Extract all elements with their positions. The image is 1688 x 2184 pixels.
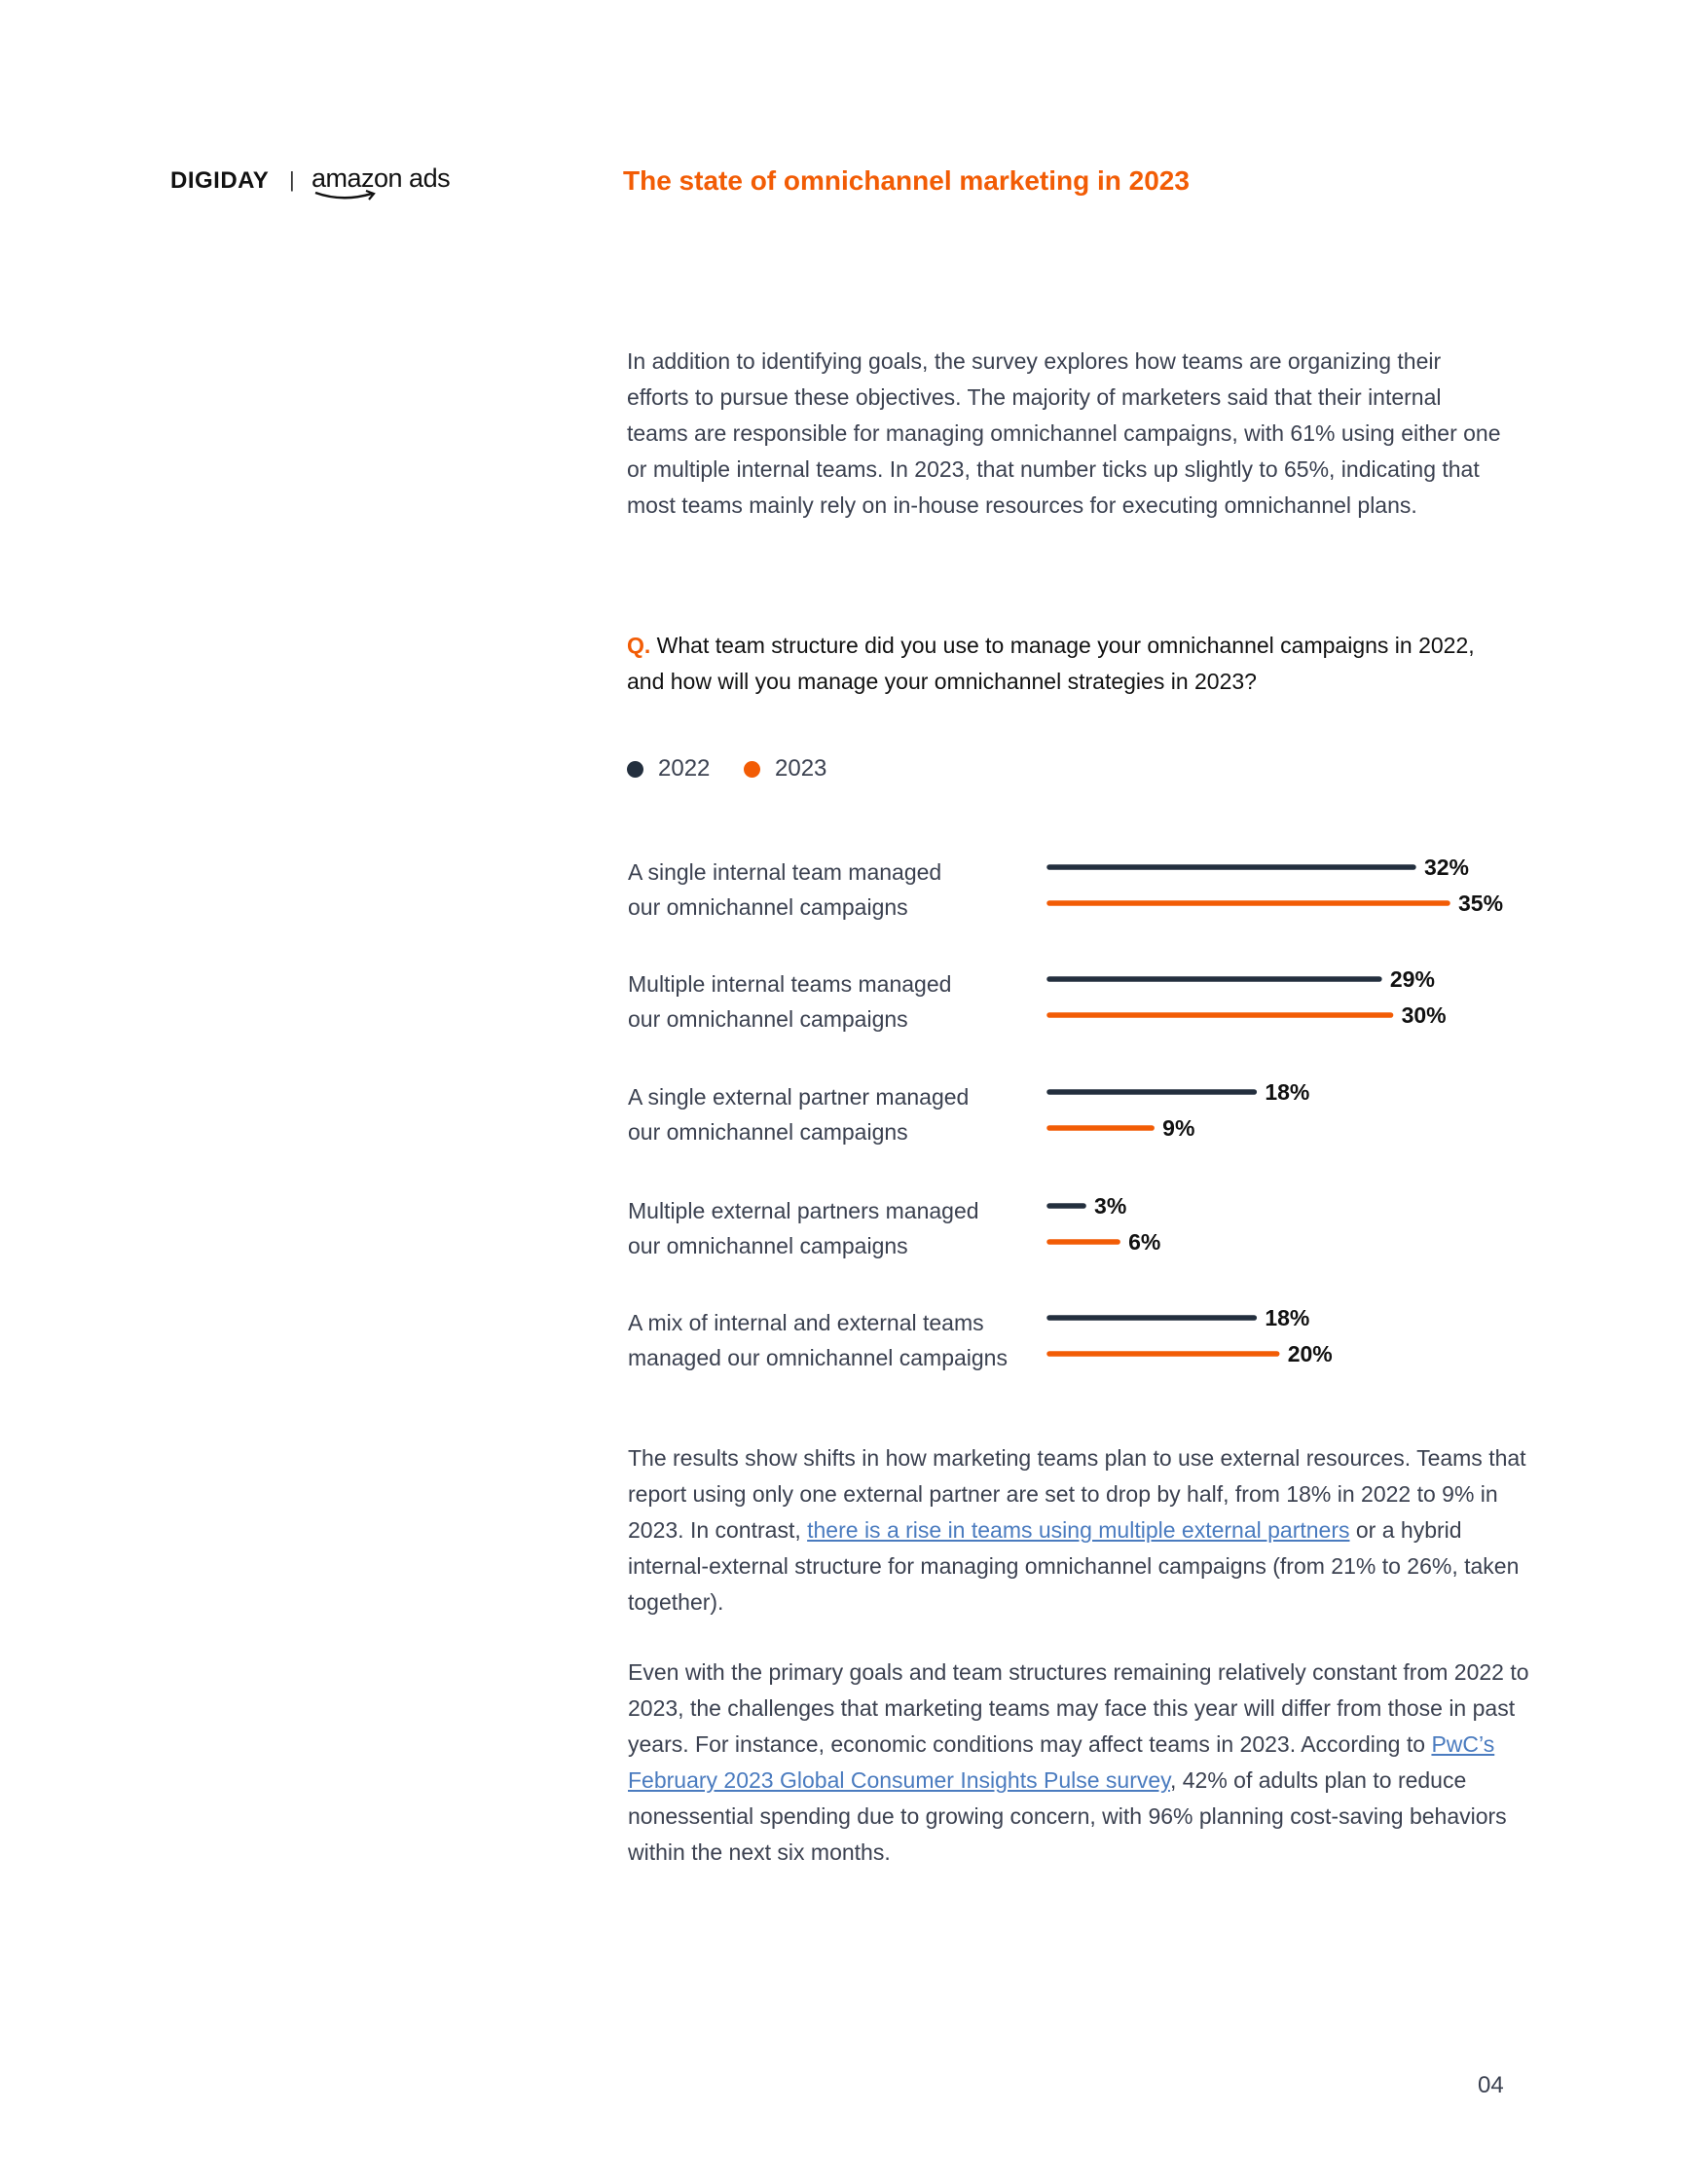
question-marker: Q. xyxy=(627,633,651,658)
challenges-paragraph-text-2: , 42% of adults plan to reduce nonessential spending due to growing concern, with 96% planning cost-saving behaviors within the next six months. xyxy=(628,1767,1507,1865)
question-text: What team structure did you use to manage your omnichannel campaigns in 2022, and how will you manage your omnichannel strategies in 2023? xyxy=(627,633,1475,694)
data-label-2022: 18% xyxy=(1265,1305,1310,1330)
data-label-2022: 32% xyxy=(1423,855,1469,880)
category-label: Multiple internal teams managed xyxy=(628,971,952,997)
category-label: managed our omnichannel campaigns xyxy=(628,1345,1008,1370)
category-label: our omnichannel campaigns xyxy=(628,1006,908,1032)
category-label: our omnichannel campaigns xyxy=(628,894,908,920)
results-paragraph xyxy=(628,1440,1533,1620)
data-label-2023: 30% xyxy=(1401,1002,1447,1028)
challenges-paragraph xyxy=(628,1655,1533,1871)
legend-label-2023: 2023 xyxy=(775,755,827,782)
pwc-survey-link[interactable]: PwC’s February 2023 Global Consumer Insights Pulse survey xyxy=(628,1731,1495,1793)
data-label-2022: 29% xyxy=(1389,966,1435,992)
legend-label-2022: 2022 xyxy=(658,755,711,782)
data-label-2023: 35% xyxy=(1458,891,1504,916)
category-label: Multiple external partners managed xyxy=(628,1198,979,1223)
report-title: The state of omnichannel marketing in 2023 xyxy=(623,165,1190,196)
amazon-ads-logo-text: amazon ads xyxy=(312,164,451,193)
page-number: 04 xyxy=(1478,2072,1504,2098)
data-label-2022: 18% xyxy=(1265,1079,1310,1105)
brand-separator: | xyxy=(289,167,295,192)
category-label: our omnichannel campaigns xyxy=(628,1119,908,1145)
results-paragraph-text-1: The results show shifts in how marketing teams plan to use external resources. Teams that report using only one external partner are set to drop by half, from 18% in 2022 to 9% in 2023. In contrast, xyxy=(628,1445,1526,1543)
category-label: our omnichannel campaigns xyxy=(628,1233,908,1258)
category-label: A mix of internal and external teams xyxy=(628,1310,984,1335)
data-label-2022: 3% xyxy=(1094,1193,1127,1219)
data-label-2023: 9% xyxy=(1162,1115,1195,1141)
data-label-2023: 20% xyxy=(1287,1341,1333,1366)
digiday-logo: DIGIDAY xyxy=(170,167,270,194)
challenges-paragraph-text-1: Even with the primary goals and team structures remaining relatively constant from 2022 to 2023, the challenges that marketing teams may face this year will differ from those in past years. For instance, economic conditions may affect teams in 2023. According to xyxy=(628,1659,1529,1757)
category-label: A single external partner managed xyxy=(628,1084,970,1110)
data-label-2023: 6% xyxy=(1128,1229,1161,1255)
intro-paragraph: In addition to identifying goals, the survey explores how teams are organizing their efforts to pursue these objectives. The majority of marketers said that their internal teams are responsible for managing omnichannel campaigns, with 61% using either one or multiple internal teams. In 2023, that number ticks up slightly to 65%, indicating that most teams mainly rely on in-house resources for executing omnichannel plans. xyxy=(627,348,1501,518)
category-label: A single internal team managed xyxy=(628,859,942,885)
results-paragraph-text-2: or a hybrid internal-external structure for managing omnichannel campaigns (from 21% to 26%, taken together). xyxy=(628,1517,1520,1615)
external-partners-link[interactable]: there is a rise in teams using multiple external partners xyxy=(807,1517,1350,1543)
